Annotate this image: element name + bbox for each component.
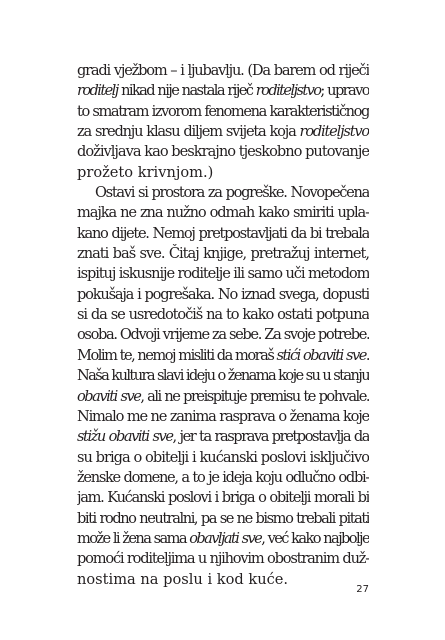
text-line: majka ne zna nužno odmah kako smiriti upla-: [77, 204, 369, 222]
text-line: ženske domene, a to je ideja koju odlučno odbi-: [77, 468, 369, 486]
text-line: jam. Kućanski poslovi i briga o obitelji morali bi: [77, 489, 369, 507]
text-line: pomoći roditeljima u njihovim obostranim duž-: [77, 550, 369, 568]
text-line: biti rodno neutralni, pa se ne bismo trebali pitati: [77, 509, 369, 527]
text-line: to smatram izvorom fenomena karakterističnog: [77, 102, 369, 120]
text-line: Molim te, nemoj misliti da moraš stići obaviti sve.: [77, 346, 369, 364]
body-text: [77, 61, 369, 590]
text-line: su briga o obitelji i kućanski poslovi isključivo: [77, 448, 369, 466]
text-line: pokušaja i pogrešaka. No iznad svega, dopusti: [77, 285, 369, 303]
text-line: si da se usredotočiš na to kako ostati potpuna: [77, 306, 369, 324]
text-line: gradi vježbom – i ljubavlju. (Da barem od riječi: [77, 62, 369, 79]
text-line: znati baš sve. Čitaj knjige, pretražuj internet,: [77, 245, 369, 263]
text-line: stižu obaviti sve, jer ta rasprava pretpostavlja da: [77, 428, 369, 446]
text-line: osoba. Odvoji vrijeme za sebe. Za svoje potrebe.: [77, 326, 369, 344]
text-line: roditelj nikad nije nastala riječ roditeljstvo; upravo: [77, 82, 369, 100]
text-line: nostima na poslu i kod kuće.: [77, 570, 289, 588]
page-number: 27: [356, 584, 369, 595]
text-line: obaviti sve, ali ne preispituje premisu te pohvale.: [77, 387, 369, 405]
text-line: doživljava kao beskrajno tjeskobno putovanje: [77, 143, 369, 161]
text-line: može li žena sama obavljati sve, već kako najbolje: [77, 529, 369, 547]
text-line: za srednju klasu diljem svijeta koja roditeljstvo: [77, 123, 369, 141]
paragraph-start-line: Ostavi si prostora za pogreške. Novopečena: [95, 184, 369, 202]
text-line: Nimalo me ne zanima rasprava o ženama koje: [77, 407, 369, 425]
text-line: ispituj iskusnije roditelje ili samo uči metodom: [77, 265, 369, 283]
text-line: Naša kultura slavi ideju o ženama koje su u stanju: [77, 367, 369, 385]
text-line: prožeto krivnjom.): [77, 163, 214, 181]
text-line: kano dijete. Nemoj pretpostavljati da bi trebala: [77, 224, 369, 242]
